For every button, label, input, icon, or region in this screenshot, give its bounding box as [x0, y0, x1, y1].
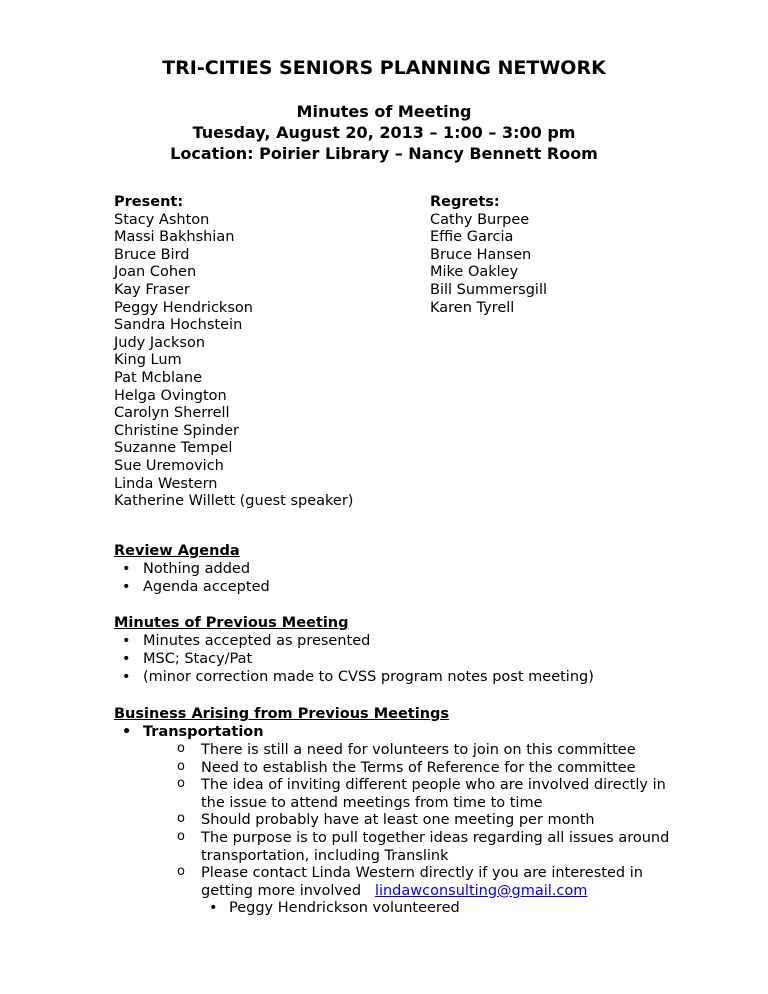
sub-list-item: [114, 741, 761, 759]
present-name: Bruce Bird: [114, 246, 190, 263]
present-name: Massi Bakhshian: [114, 229, 235, 246]
sub-item-line: [201, 882, 761, 900]
review-agenda-heading: Review Agenda: [114, 543, 240, 559]
review-agenda-list: [114, 560, 270, 596]
regrets-name: Cathy Burpee: [430, 211, 530, 228]
present-name: Stacy Ashton: [114, 211, 210, 228]
previous-minutes-list: [114, 632, 594, 686]
meeting-location: Location: Poirier Library – Nancy Bennett Room: [170, 144, 598, 163]
list-item: • Peggy Hendrickson volunteered: [201, 899, 761, 917]
sub-item-line: o Please contact Linda Western directly if you are interested in: [201, 865, 643, 882]
sub-item-line: the issue to attend meetings from time to time: [201, 794, 543, 811]
sub-list-item: [114, 811, 761, 829]
email-link[interactable]: lindawconsulting@gmail.com: [374, 882, 588, 899]
present-name: Carolyn Sherrell: [114, 405, 230, 422]
list-item: • Minutes accepted as presented: [114, 632, 594, 650]
list-item: • Nothing added: [114, 560, 270, 578]
regrets-name: Bill Summersgill: [430, 281, 548, 298]
present-name: Pat Mcblane: [114, 369, 202, 386]
regrets-name: Karen Tyrell: [430, 299, 515, 316]
present-name: Linda Western: [114, 475, 218, 492]
regrets-name: Effie Garcia: [430, 229, 514, 246]
present-name: Katherine Willett (guest speaker): [114, 493, 354, 510]
meeting-title: Minutes of Meeting: [296, 102, 472, 121]
review-agenda-section: [114, 542, 270, 596]
business-arising-list: [114, 723, 761, 741]
present-name: Peggy Hendrickson: [114, 299, 253, 316]
present-name: King Lum: [114, 352, 182, 369]
present-name: Suzanne Tempel: [114, 440, 233, 457]
list-item: • (minor correction made to CVSS program notes post meeting): [114, 668, 594, 686]
contact-text: getting more involved: [201, 882, 362, 899]
sub-item-line: o Should probably have at least one meeting per month: [201, 812, 595, 829]
meeting-header: [0, 101, 768, 164]
transportation-topic: • Transportation: [114, 723, 761, 741]
previous-minutes-heading: Minutes of Previous Meeting: [114, 615, 349, 631]
regrets-list: [430, 193, 547, 316]
list-item: • Agenda accepted: [114, 578, 270, 596]
sub-item-line: o The idea of inviting different people who are involved directly in: [201, 777, 666, 794]
volunteer-list: [201, 899, 761, 917]
sub-list-item: [114, 776, 761, 811]
present-name: Helga Ovington: [114, 387, 227, 404]
sub-item-line: o There is still a need for volunteers to join on this committee: [201, 742, 636, 758]
transportation-points: [114, 741, 761, 917]
regrets-heading: Regrets:: [430, 194, 500, 210]
present-name: Christine Spinder: [114, 422, 240, 439]
list-item: • MSC; Stacy/Pat: [114, 650, 594, 668]
sub-item-line: transportation, including Translink: [201, 847, 449, 864]
business-arising-heading: Business Arising from Previous Meetings: [114, 706, 450, 722]
organization-title: TRI-CITIES SENIORS PLANNING NETWORK: [162, 57, 606, 79]
regrets-name: Mike Oakley: [430, 264, 519, 281]
sub-list-item: [114, 759, 761, 777]
present-name: Judy Jackson: [114, 334, 206, 351]
present-name: Kay Fraser: [114, 281, 190, 298]
present-heading: Present:: [114, 194, 184, 210]
sub-list-item: [114, 864, 761, 917]
business-arising-section: [114, 705, 761, 917]
previous-minutes-section: [114, 614, 594, 686]
meeting-date-time: Tuesday, August 20, 2013 – 1:00 – 3:00 pm: [192, 123, 576, 142]
sub-item-line: o The purpose is to pull together ideas regarding all issues around: [201, 829, 670, 846]
sub-list-item: [114, 829, 761, 864]
present-name: Sue Uremovich: [114, 457, 224, 474]
present-name: Joan Cohen: [114, 264, 197, 281]
regrets-name: Bruce Hansen: [430, 246, 532, 263]
sub-item-line: o Need to establish the Terms of Reference for the committee: [201, 759, 636, 776]
present-list: [114, 193, 353, 510]
present-name: Sandra Hochstein: [114, 317, 243, 334]
